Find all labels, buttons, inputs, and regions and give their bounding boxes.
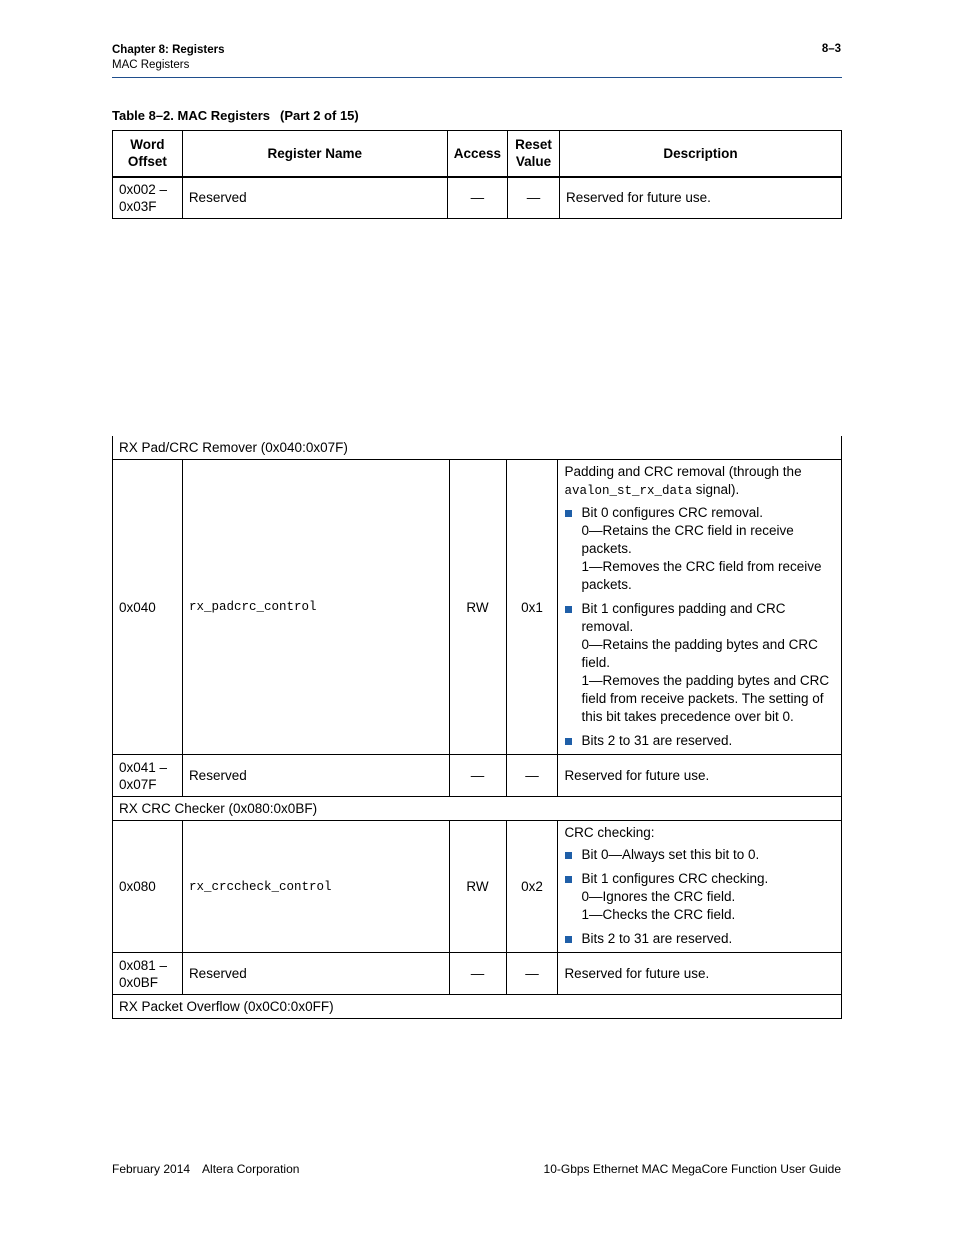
description: Reserved for future use.	[558, 953, 842, 995]
section-row-overflow	[113, 995, 842, 1019]
section-title: MAC Registers	[112, 59, 190, 71]
word-offset: 0x081 – 0x0BF	[113, 953, 183, 995]
list-item: Bits 2 to 31 are reserved.	[564, 732, 835, 750]
table-row	[113, 460, 842, 755]
col-reset-value: Reset Value	[508, 131, 560, 177]
description-intro: CRC checking:	[564, 825, 655, 840]
access: RW	[449, 460, 506, 755]
word-offset: 0x002 – 0x03F	[113, 177, 183, 219]
table-row	[113, 821, 842, 953]
header-rule	[112, 77, 842, 78]
page-number: 8–3	[821, 43, 841, 55]
section-row-padcrc	[113, 436, 842, 460]
footer-date: February 2014	[112, 1162, 191, 1176]
table-row	[113, 755, 842, 797]
access: —	[447, 177, 507, 219]
description	[558, 821, 842, 953]
register-table-bottom	[112, 436, 842, 1019]
page-footer-left	[112, 1162, 299, 1176]
section-row-crccheck	[113, 797, 842, 821]
word-offset: 0x080	[113, 821, 183, 953]
list-item: Bit 1 configures padding and CRC removal. 0—Retains the padding bytes and CRC field. 1—Removes the padding bytes and CRC field from receive packets. The setting of this bit takes precedence over bit 0.	[564, 600, 835, 726]
footer-guide-title: 10-Gbps Ethernet MAC MegaCore Function User Guide	[543, 1162, 841, 1176]
section-title: RX CRC Checker (0x080:0x0BF)	[113, 797, 842, 821]
footer-company: Altera Corporation	[202, 1162, 300, 1176]
table-part: (Part 2 of 15)	[279, 108, 359, 123]
reset-value: —	[506, 953, 558, 995]
running-header	[112, 43, 224, 73]
description-intro: Padding and CRC removal (through the avalon_st_rx_data signal).	[564, 464, 802, 498]
table-row	[113, 177, 842, 219]
description	[558, 460, 842, 755]
table-row	[113, 953, 842, 995]
word-offset: 0x040	[113, 460, 183, 755]
access: —	[449, 953, 506, 995]
access: —	[449, 755, 506, 797]
word-offset: 0x041 – 0x07F	[113, 755, 183, 797]
register-name: Reserved	[182, 177, 447, 219]
list-item: Bit 0—Always set this bit to 0.	[564, 846, 835, 864]
table-caption	[112, 108, 359, 123]
col-access: Access	[447, 131, 507, 177]
section-title: RX Packet Overflow (0x0C0:0x0FF)	[113, 995, 842, 1019]
table-title: Table 8–2. MAC Registers	[112, 108, 270, 123]
chapter-title: Chapter 8: Registers	[112, 44, 225, 56]
bullet-list	[564, 846, 835, 948]
col-description: Description	[560, 131, 842, 177]
description: Reserved for future use.	[558, 755, 842, 797]
reset-value: —	[508, 177, 560, 219]
reset-value: 0x1	[506, 460, 558, 755]
register-name: rx_padcrc_control	[182, 460, 449, 755]
col-word-offset: Word Offset	[113, 131, 183, 177]
col-register-name: Register Name	[182, 131, 447, 177]
list-item: Bits 2 to 31 are reserved.	[564, 930, 835, 948]
reset-value: 0x2	[506, 821, 558, 953]
access: RW	[449, 821, 506, 953]
list-item: Bit 0 configures CRC removal. 0—Retains the CRC field in receive packets. 1—Removes the CRC field from receive packets.	[564, 504, 835, 594]
register-table-top	[112, 130, 842, 219]
reset-value: —	[506, 755, 558, 797]
register-name: Reserved	[182, 755, 449, 797]
bullet-list	[564, 504, 835, 750]
table-header-row	[113, 131, 842, 177]
register-name: Reserved	[182, 953, 449, 995]
register-name: rx_crccheck_control	[182, 821, 449, 953]
signal-name: avalon_st_rx_data	[564, 484, 692, 498]
list-item: Bit 1 configures CRC checking. 0—Ignores the CRC field. 1—Checks the CRC field.	[564, 870, 835, 924]
description: Reserved for future use.	[560, 177, 842, 219]
section-title: RX Pad/CRC Remover (0x040:0x07F)	[113, 436, 842, 460]
